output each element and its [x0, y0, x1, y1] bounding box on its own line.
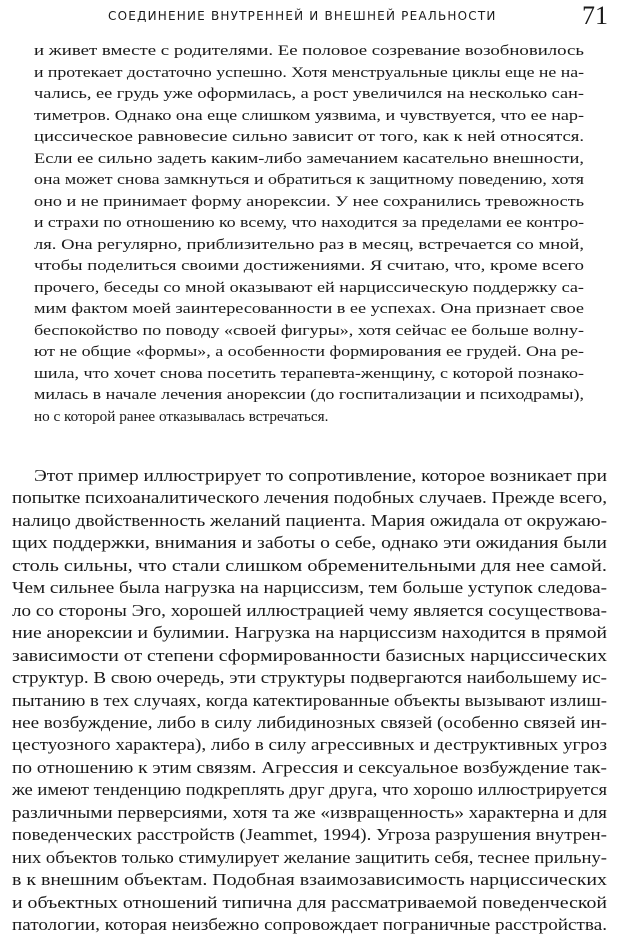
paragraph-line: же имеют тенденцию подкреплять друг друга, что хорошо иллюстрируется [12, 780, 607, 800]
paragraph-line: Этот пример иллюстрирует то сопротивление, которое возникает при [34, 466, 607, 485]
paragraph-line: структур. В свою очередь, эти структуры подвергаются наибольшему ис- [12, 668, 607, 688]
excerpt-line: мим фактом моей заинтересованности в ее успехах. Она признает свое [34, 300, 584, 317]
page-header [0, 0, 620, 40]
paragraph-line: поведенческих расстройств (Jeammet, 1994). Угроза разрушения внутрен- [12, 825, 607, 845]
paragraph-line: патологии, которая неизбежно сопровождает пограничные расстройства. [12, 915, 607, 934]
paragraph-line: Чем сильнее была нагрузка на нарциссизм, тем больше уступок следова- [12, 578, 607, 598]
paragraph-line: пытанию в тех случаях, когда катектированные объекты вызывают излиш- [12, 690, 607, 710]
excerpt-line: оно и не принимает форму анорексии. У нее сохранились тревожность [34, 192, 584, 210]
excerpt-line: беспокойство по поводу «своей фигуры», хотя сейчас ее больше волну- [34, 321, 584, 339]
excerpt-line: тиметров. Однако она еще слишком уязвима, и чувствуется, что ее нар- [34, 106, 584, 124]
excerpt-line: прочего, беседы со мной оказывают ей нарциссическую поддержку са- [34, 278, 584, 296]
excerpt-line: шила, что хочет снова посетить терапевта-женщину, с которой познако- [34, 364, 584, 382]
excerpt-line: ют не общие «формы», а особенности формирования ее грудей. Она ре- [34, 343, 584, 360]
excerpt-line: циссическое равновесие сильно зависит от того, как к ней относятся. [34, 128, 584, 145]
paragraph-line: в к внешним объектам. Подобная взаимозависимость нарциссических [12, 870, 607, 890]
page-number: 71 [582, 1, 608, 30]
paragraph-line: ло со стороны Эго, хорошей иллюстрацией чему является сосуществова- [12, 600, 607, 620]
paragraph-line: налицо двойственность желаний пациента. Мария ожидала от окружаю- [12, 510, 607, 530]
paragraph-line: попытке психоаналитического лечения подобных случаев. Прежде всего, [12, 488, 607, 508]
paragraph-line: нее возбуждение, либо в силу либидинозных связей (особенно связей ин- [12, 712, 607, 732]
paragraph-line: различными перверсиями, хотя та же «извращенность» характерна и для [12, 802, 607, 822]
excerpt-line: но с которой ранее отказывалась встречаться. [34, 407, 329, 425]
paragraph-line: по отношению к этим связям. Агрессия и сексуальное возбуждение так- [12, 757, 607, 777]
excerpt-line: она может снова замкнуться и обратиться к защитному поведению, хотя [34, 171, 584, 188]
paragraph-line: щих поддержки, внимания и заботы о себе, однако эти ожидания были [12, 533, 607, 553]
paragraph-line: столь сильны, что стали слишком обременительными для нее самой. [12, 555, 607, 575]
paragraph-line: зависимости от степени сформированности базисных нарциссических [12, 645, 607, 665]
excerpt-line: Если ее сильно задеть каким-либо замечанием касательно внешности, [34, 149, 584, 167]
excerpt-line: и живет вместе с родителями. Ее половое созревание возобновилось [34, 42, 584, 59]
excerpt-line: ля. Она регулярно, приблизительно раз в месяц, встречается со мной, [34, 235, 584, 253]
excerpt-line: чтобы поделиться своими достижениями. Я считаю, что, кроме всего [34, 257, 584, 274]
paragraph-line: ние анорексии и булимии. Нагрузка на нарциссизм находится в прямой [12, 623, 607, 643]
paragraph-line: них объектов только стимулирует желание защитить себя, теснее прильну- [12, 847, 607, 867]
excerpt-line: и протекает достаточно успешно. Хотя менструальные циклы еще не на- [34, 63, 584, 81]
excerpt-line: чались, ее грудь уже оформилась, а рост увеличился на несколько сан- [34, 85, 584, 102]
paragraph-line: цестуозного характера), либо в силу агрессивных и деструктивных угроз [12, 735, 607, 755]
excerpt-line: милась в начале лечения анорексии (до госпитализации и психодрамы), [34, 386, 584, 403]
excerpt-line: и страхи по отношению ко всему, что находится за пределами ее контро- [34, 214, 584, 231]
running-head: СОЕДИНЕНИЕ ВНУТРЕННЕЙ И ВНЕШНЕЙ РЕАЛЬНОСТИ [108, 9, 497, 23]
paragraph-line: и объектных отношений типична для рассматриваемой поведенческой [12, 892, 607, 912]
